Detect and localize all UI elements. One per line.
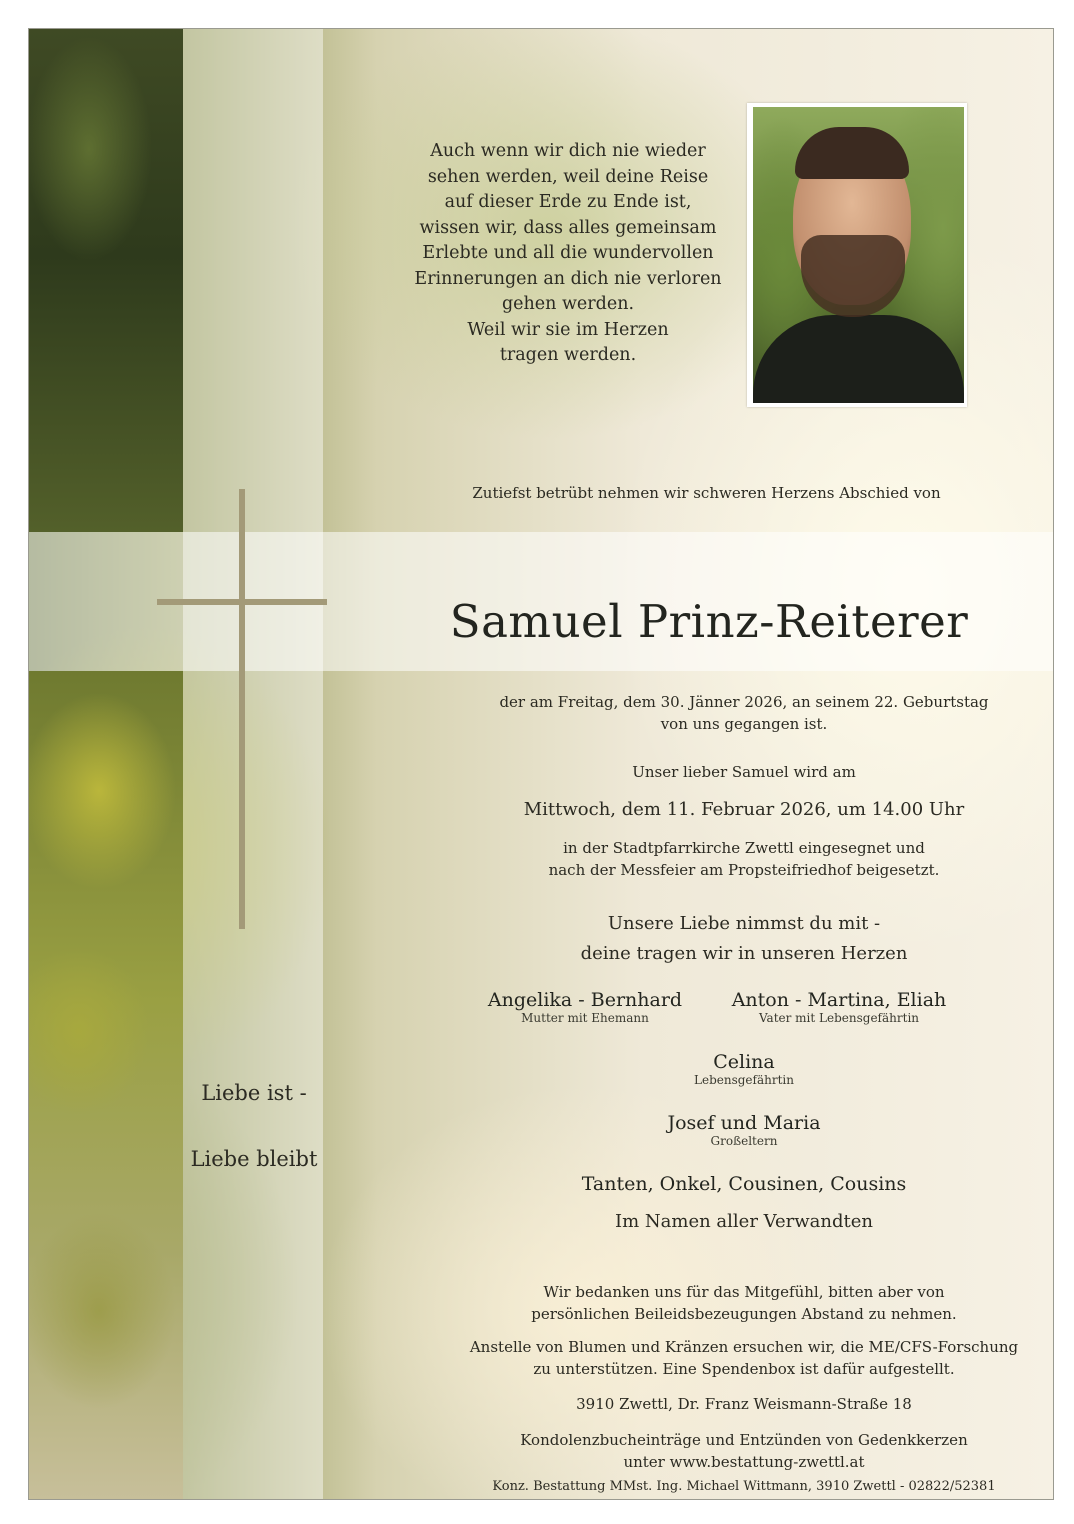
mourner-father [709,989,969,1025]
mourner-grandparents [459,1112,1029,1148]
condolence-line: Kondolenzbucheinträge und Entzünden von Gedenkkerzen [520,1431,968,1449]
poem-line: Weil wir sie im Herzen [467,319,669,340]
mourner-names: Celina [713,1051,775,1073]
condolence-link[interactable]: unter www.bestattung-zwettl.at [623,1453,865,1471]
side-quote-line2: Liebe bleibt [190,1147,318,1171]
service-intro: Unser lieber Samuel wird am [632,763,856,781]
forest-background-dark [29,29,183,532]
poem-line: Erlebte und all die wundervollen [422,243,714,263]
service-details [459,837,1029,881]
death-notice [459,691,1029,735]
love-line: deine tragen wir in unseren Herzen [580,943,908,964]
mourner-on-behalf: Im Namen aller Verwandten [615,1211,873,1232]
thanks-note [459,1281,1029,1325]
donation-line: Anstelle von Blumen und Kränzen ersuchen wir, die ME/CFS-Forschung [469,1338,1019,1356]
mourner-mother [455,989,715,1025]
intro-text: Zutiefst betrübt nehmen wir schweren Herzens Abschied von [472,484,941,502]
poem [379,139,757,369]
deceased-name: Samuel Prinz-Reiterer [449,595,969,648]
thanks-line: Wir bedanken uns für das Mitgefühl, bitten aber von [543,1283,945,1301]
cross-band-vertical [183,29,323,1499]
thanks-line: persönlichen Beileidsbezeugungen Abstand zu nehmen. [531,1305,957,1323]
mourner-names: Angelika - Bernhard [487,989,683,1011]
mourner-partner [459,1051,1029,1087]
poem-line: tragen werden. [499,345,637,365]
poem-line: auf dieser Erde zu Ende ist, [444,192,692,212]
poem-line: sehen werden, weil deine Reise [427,166,709,187]
portrait-beard [801,235,905,317]
service-line: nach der Messfeier am Propsteifriedhof beigesetzt. [548,861,940,879]
service-line: in der Stadtpfarrkirche Zwettl eingesegnet und [563,839,925,857]
cross-icon-vertical [239,489,245,929]
mourner-role: Vater mit Lebensgefährtin [758,1011,920,1025]
address: 3910 Zwettl, Dr. Franz Weismann-Straße 18 [576,1395,912,1413]
cross-icon-horizontal [157,599,327,605]
donation-note [459,1336,1029,1380]
poem-line: Auch wenn wir dich nie wieder [430,141,706,161]
portrait-frame [747,103,967,407]
mourner-role: Lebensgefährtin [694,1073,794,1087]
mourner-role: Mutter mit Ehemann [521,1011,649,1025]
poem-line: wissen wir, dass alles gemeinsam [419,217,717,238]
mourner-role: Großeltern [710,1134,778,1148]
portrait-hair [795,127,909,179]
love-line: Unsere Liebe nimmst du mit - [607,913,881,934]
mourner-names: Josef und Maria [667,1112,821,1134]
donation-line: zu unterstützen. Eine Spendenbox ist dafür aufgestellt. [533,1360,955,1378]
funeral-home-footer: Konz. Bestattung MMst. Ing. Michael Wittmann, 3910 Zwettl - 02822/52381 [492,1479,996,1494]
condolence-note [459,1429,1029,1473]
service-date: Mittwoch, dem 11. Februar 2026, um 14.00 Uhr [523,799,965,820]
portrait-photo [753,107,964,403]
mourner-relatives: Tanten, Onkel, Cousinen, Cousins [581,1173,907,1195]
leaves-background [29,671,183,1499]
mourner-names: Anton - Martina, Eliah [731,989,947,1011]
portrait-shirt [753,315,964,403]
poem-line: gehen werden. [501,294,635,314]
obituary-card [28,28,1054,1500]
side-quote-line1: Liebe ist - [201,1081,307,1105]
love-quote [459,909,1029,969]
poem-line: Erinnerungen an dich nie verloren [414,268,722,289]
death-line: der am Freitag, dem 30. Jänner 2026, an seinem 22. Geburtstag [499,693,989,711]
death-line: von uns gegangen ist. [660,715,828,733]
